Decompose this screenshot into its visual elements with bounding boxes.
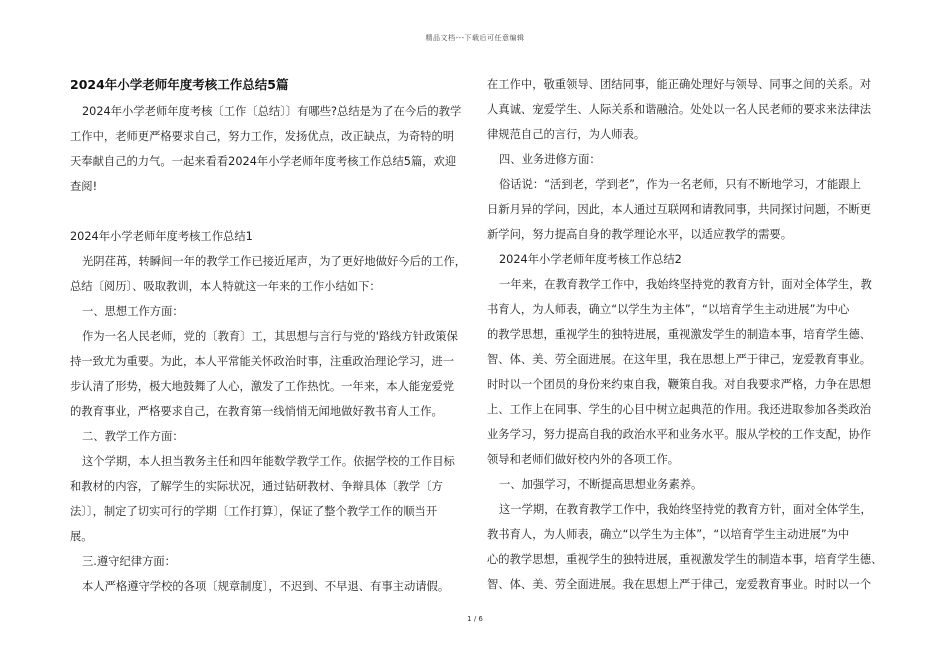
paragraph-line: 和教材的内容，了解学生的实际状况，通过钻研教材、争辩具体〔教学〔方 — [70, 480, 443, 493]
page-number: 1 / 6 — [467, 615, 483, 623]
paragraph-line: 本人严格遵守学校的各项〔规章制度〕，不迟到、不早退、有事主动请假。 — [82, 580, 450, 593]
paragraph-line: 光阴荏苒，转瞬间一年的教学工作已接近尾声，为了更好地做好今后的工作， — [82, 255, 467, 268]
paragraph-line: 在工作中，敬重领导、团结同事，能正确处理好与领导、同事之间的关系。对 — [487, 78, 872, 91]
spacer — [70, 199, 462, 224]
heading-strengthen-study: 一、加强学习，不断提高思想业务素养。 — [499, 478, 703, 491]
heading-thought: 一、思想工作方面： — [82, 305, 184, 318]
intro-line: 查阅! — [70, 180, 98, 193]
paragraph-line: 智、体、美、劳全面进展。我在思想上严于律己，宠爱教育事业。时时以一个 — [487, 578, 872, 591]
paragraph-line: 智、体、美、劳全面进展。在这年里，我在思想上严于律己，宠爱教育事业。 — [487, 353, 872, 366]
paragraph-line: 展。 — [70, 530, 93, 543]
header-note: 精品文档---下载后可任意编辑 — [425, 34, 525, 42]
left-column — [70, 72, 467, 599]
paragraph-line: 一年来，在教育教学工作中，我始终坚持党的教育方针，面对全体学生，教 — [499, 278, 872, 291]
right-column — [487, 72, 883, 597]
paragraph-line: 书育人，为人师表，确立“以学生为主体”，“以培育学生主动进展”为中心 — [487, 303, 850, 316]
paragraph-line: 的教学思想，重视学生的独特进展，重视激发学生的制造本事，培育学生德、 — [487, 328, 872, 341]
paragraph-line: 业务学习，努力提高自我的政治水平和业务水平。服从学校的工作支配，协作 — [487, 428, 872, 441]
paragraph-line: 的教育事业，严格要求自己，在教育第一线悄悄无闻地做好教书育人工作。 — [70, 405, 443, 418]
paragraph-line: 这一学期，在教育教学工作中，我始终坚持党的教育方针，面对全体学生， — [499, 503, 872, 516]
document-title: 2024年小学老师年度考核工作总结5篇 — [70, 77, 289, 92]
heading-study: 四、业务进修方面： — [499, 153, 601, 166]
paragraph-line: 新学问，努力提高自身的教学理论水平，以适应教学的需要。 — [487, 228, 793, 241]
paragraph-line: 步认清了形势，极大地鼓舞了人心，激发了工作热忱。一年来，本人能宠爱党 — [70, 380, 455, 393]
paragraph-line: 人真诚、宠爱学生、人际关系和谐融洽。处处以一名人民老师的要求来法律法 — [487, 103, 872, 116]
paragraph-line: 俗话说：“活到老，学到老”，作为一名老师，只有不断地学习，才能跟上 — [499, 178, 861, 191]
paragraph-line: 上、工作上在同事、学生的心目中树立起典范的作用。我还进取参加各类政治 — [487, 403, 872, 416]
paragraph-line: 持一致尤为重要。为此，本人平常能关怀政治时事，注重政治理论学习，进一 — [70, 355, 455, 368]
heading-discipline: 三.遵守纪律方面： — [82, 555, 176, 568]
section-subtitle-1: 2024年小学老师年度考核工作总结1 — [70, 230, 253, 243]
intro-line: 2024年小学老师年度考核〔工作〔总结〕〕有哪些?总结是为了在今后的教学 — [82, 105, 462, 118]
section-subtitle-2: 2024年小学老师年度考核工作总结2 — [499, 253, 682, 266]
heading-teaching: 二、教学工作方面： — [82, 430, 184, 443]
paragraph-line: 总结〔阅历〕、吸取教训，本人特就这一年来的工作小结如下： — [70, 280, 381, 293]
paragraph-line: 作为一名人民老师，党的〔教育〕工，其思想与言行与党的'路线方针政策保 — [82, 330, 458, 343]
paragraph-line: 律规范自己的言行，为人师表。 — [487, 128, 646, 141]
paragraph-line: 领导和老师们做好校内外的各项工作。 — [487, 453, 680, 466]
paragraph-line: 心的教学思想，重视学生的独特进展，重视激发学生的制造本事，培育学生德、 — [487, 553, 883, 566]
intro-line: 天奉献自己的力气。一起来看看2024年小学老师年度考核工作总结5篇，欢迎 — [70, 155, 457, 168]
paragraph-line: 时时以一个团员的身份来约束自我，鞭策自我。对自我要求严格，力争在思想 — [487, 378, 872, 391]
paragraph-line: 教书育人，为人师表，确立“以学生为主体”，“以培育学生主动进展”为中 — [487, 528, 850, 541]
paragraph-line: 法〕〕，制定了切实可行的学期〔工作打算〕，保证了整个教学工作的顺当开 — [70, 505, 438, 518]
intro-line: 工作中，老师更严格要求自己，努力工作，发扬优点，改正缺点，为奇特的明 — [70, 130, 455, 143]
paragraph-line: 这个学期，本人担当教务主任和四年能数学教学工作。依据学校的工作目标 — [82, 455, 455, 468]
paragraph-line: 日新月异的学问，因此，本人通过互联网和请教同事，共同探讨问题，不断更 — [487, 203, 872, 216]
